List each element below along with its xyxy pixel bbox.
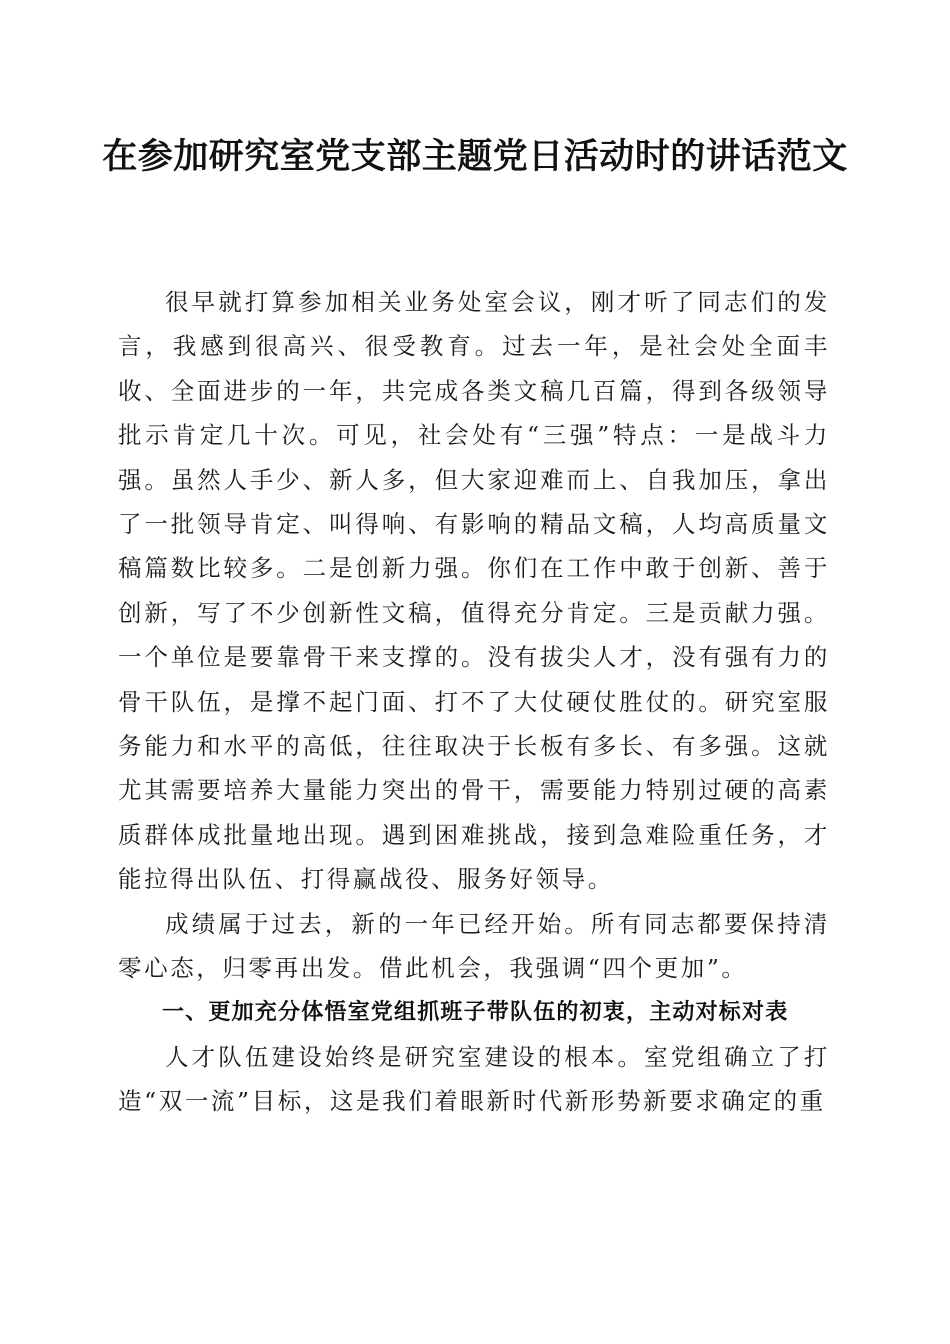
document-body xyxy=(118,280,830,1124)
body-paragraph-1: 很早就打算参加相关业务处室会议，刚才听了同志们的发言，我感到很高兴、很受教育。过去一年，是社会处全面丰收、全面进步的一年，共完成各类文稿几百篇，得到各级领导批示肯定几十次。可见，社会处有“三强”特点：一是战斗力强。虽然人手少、新人多，但大家迎难而上、自我加压，拿出了一批领导肯定、叫得响、有影响的精品文稿，人均高质量文稿篇数比较多。二是创新力强。你们在工作中敢于创新、善于创新，写了不少创新性文稿，值得充分肯定。三是贡献力强。一个单位是要靠骨干来支撑的。没有拔尖人才，没有强有力的骨干队伍，是撑不起门面、打不了大仗硬仗胜仗的。研究室服务能力和水平的高低，往往取决于长板有多长、有多强。这就尤其需要培养大量能力突出的骨干，需要能力特别过硬的高素质群体成批量地出现。遇到困难挑战，接到急难险重任务，才能拉得出队伍、打得赢战役、服务好领导。 xyxy=(118,288,830,894)
body-paragraph-3: 人才队伍建设始终是研究室建设的根本。室党组确立了打造“双一流”目标，这是我们着眼新时代新形势新要求确定的重 xyxy=(118,1042,830,1116)
document-title: 在参加研究室党支部主题党日活动时的讲话范文 xyxy=(102,136,848,177)
body-paragraph-2: 成绩属于过去，新的一年已经开始。所有同志都要保持清零心态，归零再出发。借此机会，我强调“四个更加”。 xyxy=(118,909,830,983)
section-heading-1: 一、更加充分体悟室党组抓班子带队伍的初衷，主动对标对表 xyxy=(162,999,789,1025)
